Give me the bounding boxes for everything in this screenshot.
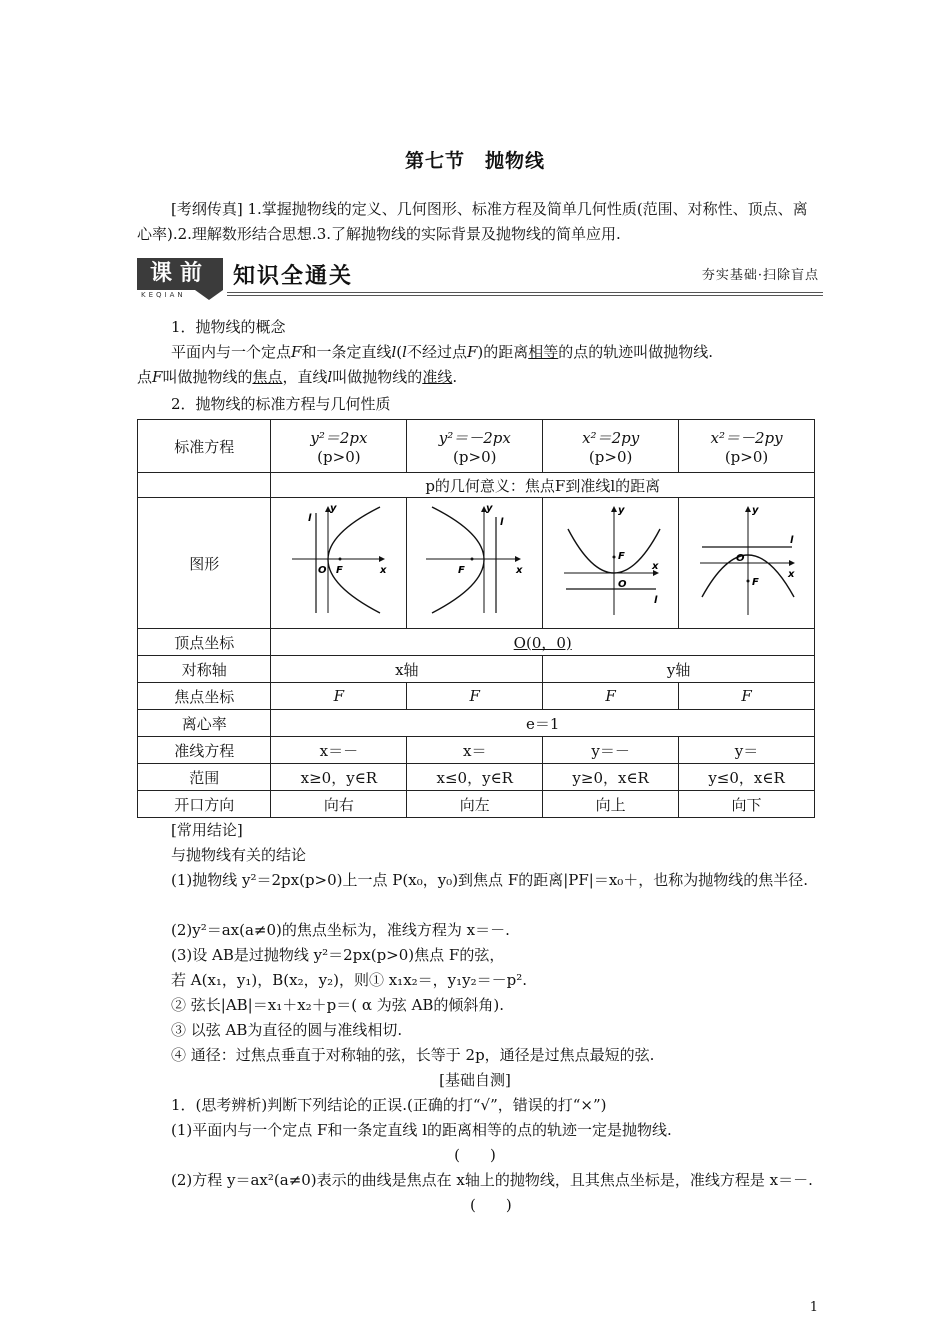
selftest-q1-2: (2)方程 y＝ax²(a≠0)表示的曲线是焦点在 x轴上的抛物线，且其焦点坐标是，准线方程是 x＝－. — [171, 1171, 813, 1189]
conclusion-3d: ③ 以弦 AB为直径的圆与准线相切. — [171, 1021, 403, 1039]
banner-pointer — [195, 290, 223, 300]
ecc-cell: e＝1 — [271, 710, 815, 737]
sec2-heading: 2．抛物线的标准方程与几何性质 — [171, 395, 391, 413]
eq-cell — [679, 420, 815, 473]
selftest-tag: [基础自测] — [439, 1071, 511, 1089]
label-f: F — [617, 551, 625, 562]
focus-cell: F — [679, 683, 815, 710]
def-text: 不经过点 — [406, 343, 467, 361]
label-y: y — [751, 505, 759, 516]
range-cell: y≤0，x∈R — [679, 764, 815, 791]
focus-cell: F — [271, 683, 407, 710]
label-x: x — [515, 565, 523, 576]
p-meaning: p的几何意义：焦点F到准线l的距离 — [271, 473, 815, 498]
range-cell: y≥0，x∈R — [543, 764, 679, 791]
row-label: 对称轴 — [138, 656, 271, 683]
eq-text: x²＝2py — [582, 428, 640, 447]
def-key-focus: 焦点 — [252, 368, 283, 386]
axis-cell: x轴 — [271, 656, 543, 683]
table-row — [138, 764, 815, 791]
label-l: l — [499, 517, 504, 528]
open-cell: 向下 — [679, 791, 815, 818]
label-x: x — [379, 565, 387, 576]
row-label: 焦点坐标 — [138, 683, 271, 710]
def-text: 平面内与一个定点 — [171, 343, 292, 361]
conclusions-tag: [常用结论] — [171, 821, 243, 839]
focus-cell: F — [407, 683, 543, 710]
banner-box: 课前 — [137, 258, 223, 290]
table-row — [138, 737, 815, 764]
def-text: 的点的轨迹叫做抛物线. — [558, 343, 714, 361]
label-f: F — [457, 565, 465, 576]
label-x: x — [787, 569, 794, 580]
row-label: 范围 — [138, 764, 271, 791]
sec1-heading: 1．抛物线的概念 — [171, 318, 286, 336]
banner-sub: KEQIAN — [141, 291, 186, 299]
properties-table — [137, 419, 815, 818]
def-text: )的距离 — [477, 343, 529, 361]
syllabus-tag: [考纲传真] — [171, 200, 243, 218]
def-text: 叫做抛物线的 — [332, 368, 423, 386]
label-l: l — [653, 595, 658, 606]
conclusion-2: (2)y²＝ax(a≠0)的焦点坐标为，准线方程为 x＝－. — [171, 921, 510, 939]
parabola-down-figure — [692, 501, 802, 621]
eq-text: y²＝－2px — [438, 428, 511, 447]
row-label-spacer — [138, 473, 271, 498]
eq-cell — [407, 420, 543, 473]
def-text: l — [391, 343, 397, 361]
page-title: 第七节 抛物线 — [404, 150, 545, 172]
vertex-cell — [271, 629, 815, 656]
label-y: y — [329, 503, 337, 514]
table-row — [138, 683, 815, 710]
def-text: . — [452, 368, 458, 386]
conclusion-3: (3)设 AB是过抛物线 y²＝2px(p>0)焦点 F的弦， — [171, 946, 505, 964]
row-label: 开口方向 — [138, 791, 271, 818]
row-label: 标准方程 — [138, 420, 271, 473]
eq-cell — [543, 420, 679, 473]
eq-cond: (p>0) — [724, 447, 769, 466]
directrix-cell: y＝－ — [543, 737, 679, 764]
label-f: F — [335, 565, 343, 576]
conclusion-3e: ④ 通径：过焦点垂直于对称轴的弦，长等于 2p，通径是过焦点最短的弦. — [171, 1046, 655, 1064]
sec1-focus-directrix — [137, 365, 817, 390]
def-text: ( — [396, 343, 403, 361]
figure-cell — [271, 498, 407, 629]
conclusion-3c: ② 弦长|AB|＝x₁＋x₂＋p＝( α 为弦 AB的倾斜角). — [171, 996, 505, 1014]
syllabus-text: 1.掌握抛物线的定义、几何图形、标准方程及简单几何性质(范围、对称性、顶点、离心率).2.理解数形结合思想.3.了解抛物线的实际背景及抛物线的简单应用. — [137, 200, 808, 243]
eq-cond: (p>0) — [588, 447, 633, 466]
label-y: y — [485, 503, 493, 514]
axis-cell: y轴 — [543, 656, 815, 683]
parabola-up-figure — [556, 501, 666, 621]
selftest-q1: 1．(思考辨析)判断下列结论的正误.(正确的打“√”，错误的打“×”) — [171, 1096, 607, 1114]
def-text: F — [466, 343, 478, 361]
table-row — [138, 656, 815, 683]
open-cell: 向右 — [271, 791, 407, 818]
def-text: 叫做抛物线的 — [162, 368, 253, 386]
table-row — [138, 710, 815, 737]
def-text: ，直线 — [282, 368, 328, 386]
figure-cell — [407, 498, 543, 629]
banner-right: 夯实基础·扫除盲点 — [701, 268, 819, 283]
banner-rule — [227, 292, 823, 296]
syllabus — [137, 197, 817, 247]
conclusion-1: (1)抛物线 y²＝2px(p>0)上一点 P(x₀，y₀)到焦点 F的距离|PF|＝x₀＋，也称为抛物线的焦半径. — [171, 871, 809, 889]
eq-cond: (p>0) — [317, 447, 361, 466]
sec1-definition — [137, 340, 817, 365]
table-row — [138, 473, 815, 498]
row-label: 准线方程 — [138, 737, 271, 764]
page-number: 1 — [809, 1300, 818, 1315]
label-y: y — [617, 505, 625, 516]
label-x: x — [651, 561, 659, 572]
eq-cond: (p>0) — [453, 447, 497, 466]
directrix-cell: x＝－ — [271, 737, 407, 764]
focus-cell: F — [543, 683, 679, 710]
def-text: l — [327, 368, 333, 386]
row-label: 顶点坐标 — [138, 629, 271, 656]
eq-text: x²＝－2py — [710, 428, 783, 447]
vertex-value: O(0，0) — [513, 633, 572, 652]
directrix-cell: x＝ — [407, 737, 543, 764]
label-o: O — [735, 553, 745, 564]
label-f: F — [751, 577, 759, 588]
def-text: l — [402, 343, 407, 361]
conclusion-3b: 若 A(x₁，y₁)，B(x₂，y₂)，则① x₁x₂＝，y₁y₂＝－p². — [171, 971, 528, 989]
parabola-right-figure — [284, 501, 394, 621]
range-cell: x≥0，y∈R — [271, 764, 407, 791]
def-key-directrix: 准线 — [422, 368, 453, 386]
label-o: O — [317, 565, 327, 576]
conclusions-heading: 与抛物线有关的结论 — [171, 846, 307, 864]
def-key-equal: 相等 — [528, 343, 559, 361]
section-banner — [137, 258, 823, 302]
open-cell: 向上 — [543, 791, 679, 818]
selftest-q1-1: (1)平面内与一个定点 F和一条定直线 l的距离相等的点的轨迹一定是抛物线. — [171, 1121, 672, 1139]
answer-paren: ( ) — [470, 1196, 512, 1214]
range-cell: x≤0，y∈R — [407, 764, 543, 791]
banner-main: 知识全通关 — [233, 264, 354, 289]
def-text: F — [291, 343, 302, 361]
parabola-left-figure — [420, 501, 530, 621]
eq-cell — [271, 420, 407, 473]
directrix-cell: y＝ — [679, 737, 815, 764]
row-label: 图形 — [138, 498, 271, 629]
row-label: 离心率 — [138, 710, 271, 737]
open-cell: 向左 — [407, 791, 543, 818]
def-text: 点 — [137, 368, 153, 386]
label-l: l — [789, 535, 793, 546]
table-row — [138, 420, 815, 473]
def-text: 和一条定直线 — [301, 343, 392, 361]
label-l: l — [307, 513, 312, 524]
table-row — [138, 498, 815, 629]
eq-text: y²＝2px — [310, 428, 368, 447]
label-o: O — [617, 579, 627, 590]
figure-cell — [543, 498, 679, 629]
table-row — [138, 791, 815, 818]
table-row — [138, 629, 815, 656]
def-text: F — [152, 368, 163, 386]
figure-cell — [679, 498, 815, 629]
answer-paren: ( ) — [454, 1146, 496, 1164]
